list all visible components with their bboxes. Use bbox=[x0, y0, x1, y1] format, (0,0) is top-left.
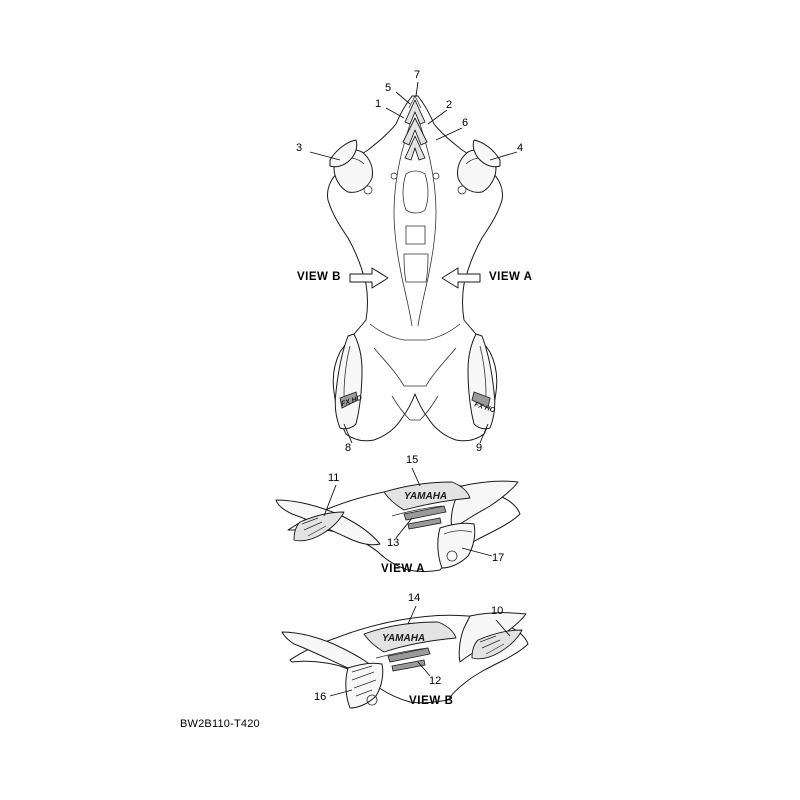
callout-13: 13 bbox=[387, 537, 400, 549]
svg-text:FX HO: FX HO bbox=[473, 401, 496, 415]
callout-6: 6 bbox=[462, 117, 469, 129]
top-view-hull bbox=[327, 96, 502, 441]
callout-7: 7 bbox=[414, 69, 421, 81]
callout-15: 15 bbox=[406, 454, 419, 466]
callout-3: 3 bbox=[296, 142, 303, 154]
callout-5: 5 bbox=[385, 82, 392, 94]
callout-9: 9 bbox=[476, 442, 483, 454]
svg-text:YAMAHA: YAMAHA bbox=[382, 633, 426, 644]
callout-17: 17 bbox=[492, 552, 505, 564]
svg-text:YAMAHA: YAMAHA bbox=[404, 491, 448, 502]
part-code: BW2B110-T420 bbox=[180, 718, 260, 730]
callout-1: 1 bbox=[375, 98, 382, 110]
callout-2: 2 bbox=[446, 99, 453, 111]
svg-text:FX HO: FX HO bbox=[340, 394, 363, 408]
callout-10: 10 bbox=[491, 605, 504, 617]
callout-12: 12 bbox=[429, 675, 442, 687]
callout-14: 14 bbox=[408, 592, 421, 604]
callout-11: 11 bbox=[328, 472, 340, 484]
callout-8: 8 bbox=[345, 442, 352, 454]
callout-4: 4 bbox=[517, 142, 524, 154]
view-b-title: VIEW B bbox=[409, 695, 454, 707]
view-a-title: VIEW A bbox=[381, 563, 426, 575]
view-b-arrow-label: VIEW B bbox=[297, 271, 341, 283]
view-a-panel bbox=[276, 481, 520, 571]
callout-16: 16 bbox=[314, 691, 327, 703]
view-a-arrow-label: VIEW A bbox=[489, 271, 533, 283]
